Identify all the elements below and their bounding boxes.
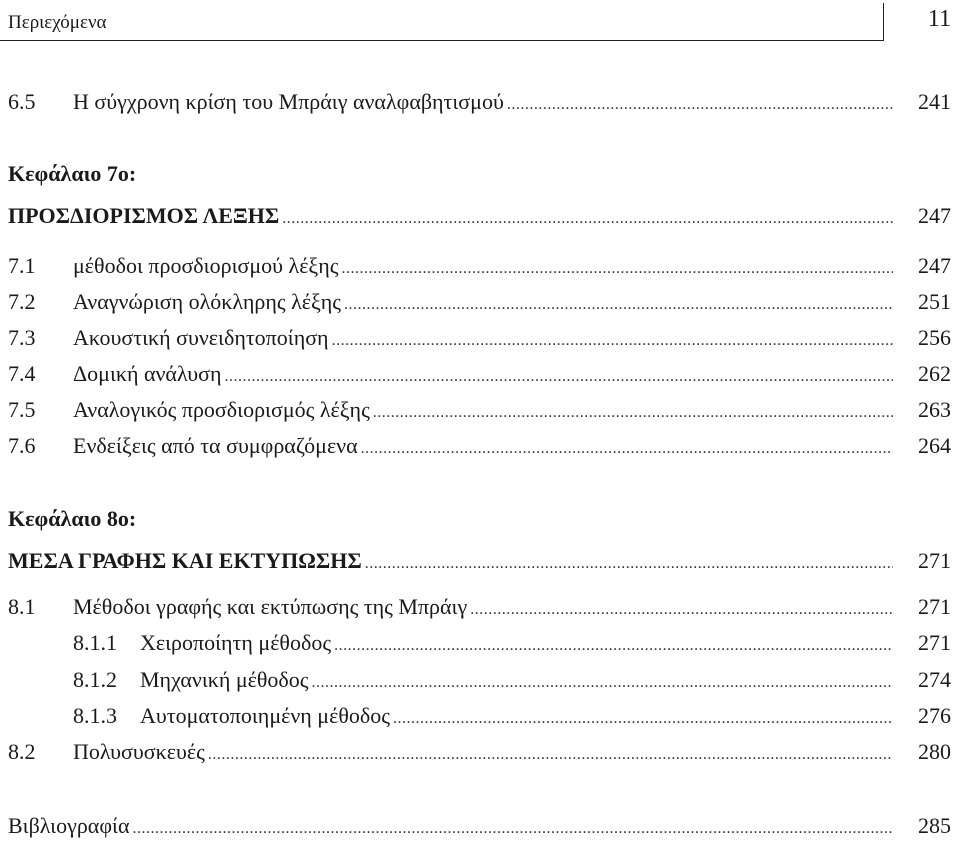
toc-entry-7-1[interactable] [0, 250, 959, 282]
toc-chapter-8-title[interactable] [0, 545, 959, 577]
toc-entry-page: 271 [918, 594, 951, 619]
dot-leader [507, 89, 893, 121]
toc-entry-leader [73, 394, 897, 429]
toc-entry-page: 285 [918, 813, 951, 838]
header-rule [0, 40, 884, 41]
toc-entry-page: 241 [918, 89, 951, 114]
toc-entry-title: Μηχανική μέθοδος [140, 667, 309, 692]
toc-entry-7-2[interactable] [0, 286, 959, 318]
toc-entry-leader [140, 700, 897, 735]
toc-entry-page: 271 [918, 630, 951, 655]
toc-entry-6-5[interactable] [0, 86, 959, 118]
toc-entry-leader [73, 736, 897, 771]
header-vertical-rule [883, 3, 884, 41]
dot-leader [361, 433, 893, 465]
dot-leader [341, 253, 893, 285]
toc-entry-leader [140, 664, 897, 699]
dot-leader [311, 667, 893, 699]
toc-entry-leader [73, 250, 897, 285]
toc-entry-7-5[interactable] [0, 394, 959, 426]
toc-entry-number: 8.1 [8, 594, 36, 619]
dot-leader [282, 203, 893, 235]
toc-entry-8-1-2[interactable] [0, 664, 959, 696]
dot-leader [365, 548, 893, 580]
dot-leader [373, 397, 893, 429]
toc-entry-8-1[interactable] [0, 591, 959, 623]
toc-entry-title: Μέθοδοι γραφής και εκτύπωσης της Μπράιγ [73, 594, 468, 619]
dot-leader [344, 289, 893, 321]
toc-entry-leader [8, 810, 897, 845]
running-head-title: Περιεχόμενα [8, 12, 107, 33]
toc-entry-title: Αυτοματοποιημένη μέθοδος [140, 703, 390, 728]
toc-entry-7-4[interactable] [0, 358, 959, 390]
toc-entry-number: 7.5 [8, 397, 36, 422]
toc-entry-8-2[interactable] [0, 736, 959, 768]
toc-entry-number: 7.4 [8, 361, 36, 386]
dot-leader [208, 739, 893, 771]
toc-entry-title: Χειροποίητη μέθοδος [140, 630, 332, 655]
toc-entry-leader [73, 86, 897, 121]
dot-leader [393, 703, 893, 735]
toc-entry-number: 8.1.3 [73, 703, 117, 728]
chapter-7-title: ΠΡΟΣΔΙΟΡΙΣΜΟΣ ΛΕΞΗΣ [8, 203, 280, 228]
toc-entry-page: 247 [918, 253, 951, 278]
toc-entry-leader [73, 286, 897, 321]
toc-entry-title: Ακουστική συνειδητοποίηση [73, 325, 329, 350]
toc-entry-7-6[interactable] [0, 430, 959, 462]
toc-entry-8-1-1[interactable] [0, 627, 959, 659]
toc-entry-leader [73, 430, 897, 465]
dot-leader [332, 325, 893, 357]
toc-entry-number: 7.1 [8, 253, 36, 278]
dot-leader [132, 813, 893, 845]
toc-entry-number: 8.2 [8, 739, 36, 764]
toc-entry-title: Ενδείξεις από τα συμφραζόμενα [73, 433, 358, 458]
toc-entry-leader [73, 322, 897, 357]
toc-chapter-7-title[interactable] [0, 200, 959, 232]
toc-entry-8-1-3[interactable] [0, 700, 959, 732]
toc-entry-number: 7.2 [8, 289, 36, 314]
toc-entry-leader [8, 545, 897, 580]
toc-entry-number: 7.3 [8, 325, 36, 350]
toc-entry-title: Πολυσυσκευές [73, 739, 205, 764]
toc-entry-page: 262 [918, 361, 951, 386]
toc-entry-bibliography[interactable] [0, 810, 959, 842]
toc-entry-leader [8, 200, 897, 235]
toc-entry-page: 256 [918, 325, 951, 350]
toc-entry-title: Δομική ανάλυση [73, 361, 222, 386]
toc-entry-page: 274 [918, 667, 951, 692]
dot-leader [334, 630, 893, 662]
toc-entry-number: 7.6 [8, 433, 36, 458]
chapter-7-label: Κεφάλαιο 7ο: [8, 161, 137, 186]
toc-entry-page: 264 [918, 433, 951, 458]
page-header [0, 0, 959, 44]
page-number: 11 [927, 6, 951, 32]
toc-entry-title: Η σύγχρονη κρίση του Μπράιγ αναλφαβητισμού [73, 89, 504, 114]
chapter-8-title: ΜΕΣΑ ΓΡΑΦΗΣ ΚΑΙ ΕΚΤΥΠΩΣΗΣ [8, 548, 362, 573]
toc-entry-page: 251 [918, 289, 951, 314]
toc-entry-title: μέθοδοι προσδιορισμού λέξης [73, 253, 339, 278]
toc-entry-number: 6.5 [8, 89, 36, 114]
toc-entry-title: Βιβλιογραφία [8, 813, 130, 838]
chapter-8-label: Κεφάλαιο 8ο: [8, 506, 137, 531]
toc-entry-leader [73, 591, 897, 626]
toc-entry-number: 8.1.2 [73, 667, 117, 692]
toc-entry-page: 247 [918, 203, 951, 228]
toc-entry-number: 8.1.1 [73, 630, 117, 655]
toc-entry-leader [73, 358, 897, 393]
toc-entry-7-3[interactable] [0, 322, 959, 354]
toc-entry-leader [140, 627, 897, 662]
toc-entry-page: 271 [918, 548, 951, 573]
dot-leader [224, 361, 893, 393]
toc-entry-page: 263 [918, 397, 951, 422]
toc-entry-page: 276 [918, 703, 951, 728]
toc-entry-title: Αναγνώριση ολόκληρης λέξης [73, 289, 341, 314]
dot-leader [470, 594, 893, 626]
toc-entry-title: Αναλογικός προσδιορισμός λέξης [73, 397, 370, 422]
toc-entry-page: 280 [918, 739, 951, 764]
